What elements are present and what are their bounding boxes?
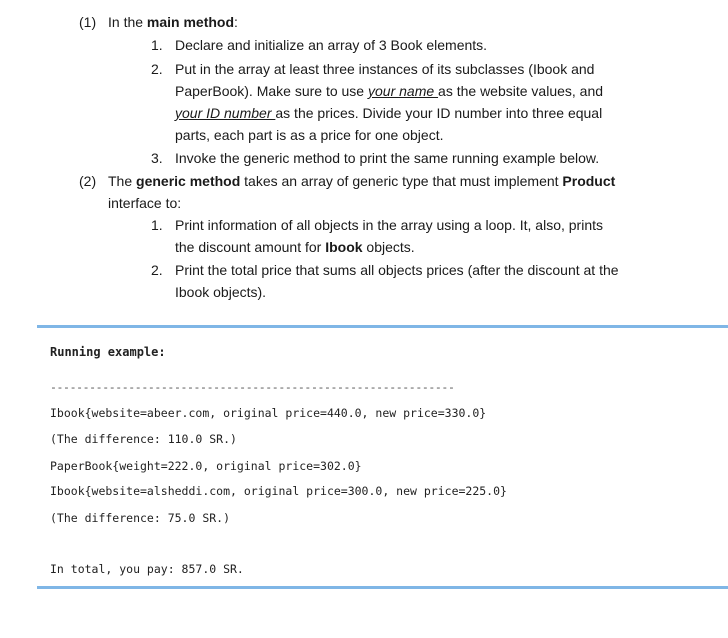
- part1-item2-line3: your ID number as the prices. Divide your ID number into three equal: [175, 105, 603, 121]
- part1-item2-line2: PaperBook). Make sure to use your name as the website values, and: [175, 83, 604, 99]
- example-line-3: PaperBook{weight=222.0, original price=302.0}: [50, 459, 362, 473]
- part2-intro: The generic method takes an array of generic type that must implement Product: [108, 173, 616, 189]
- part2-label: (2): [79, 173, 97, 189]
- part1-item2-line4: parts, each part is as a price for one object.: [175, 127, 444, 143]
- part2-item1-number: 1.: [151, 217, 163, 233]
- part2-intro-line2: interface to:: [108, 195, 182, 211]
- example-top-rule: [37, 325, 728, 328]
- part2-item2-line1: Print the total price that sums all objects prices (after the discount at the: [175, 262, 619, 278]
- part2-item2-line2: Ibook objects).: [175, 284, 267, 300]
- example-line-4: Ibook{website=alsheddi.com, original price=300.0, new price=225.0}: [50, 484, 507, 498]
- example-separator: --------------------------------------------------------------: [50, 380, 455, 394]
- part1-item2-line1: Put in the array at least three instances of its subclasses (Ibook and: [175, 61, 595, 77]
- part2-item1-line2: the discount amount for Ibook objects.: [175, 239, 415, 255]
- part1-item1-text: Declare and initialize an array of 3 Book elements.: [175, 37, 488, 53]
- part2-item2-number: 2.: [151, 262, 163, 278]
- example-line-1: Ibook{website=abeer.com, original price=440.0, new price=330.0}: [50, 406, 487, 420]
- part1-label: (1): [79, 14, 97, 30]
- part2-item1-line1: Print information of all objects in the array using a loop. It, also, prints: [175, 217, 603, 233]
- part1-intro: In the main method:: [108, 14, 238, 30]
- part1-item3-number: 3.: [151, 150, 163, 166]
- part1-item2-number: 2.: [151, 61, 163, 77]
- part1-item3-text: Invoke the generic method to print the same running example below.: [175, 150, 600, 166]
- example-total: In total, you pay: 857.0 SR.: [50, 562, 244, 576]
- example-heading: Running example:: [50, 345, 166, 359]
- part1-item1-number: 1.: [151, 37, 163, 53]
- example-line-2: (The difference: 110.0 SR.): [50, 432, 237, 446]
- example-line-5: (The difference: 75.0 SR.): [50, 511, 231, 525]
- example-bottom-rule: [37, 586, 728, 589]
